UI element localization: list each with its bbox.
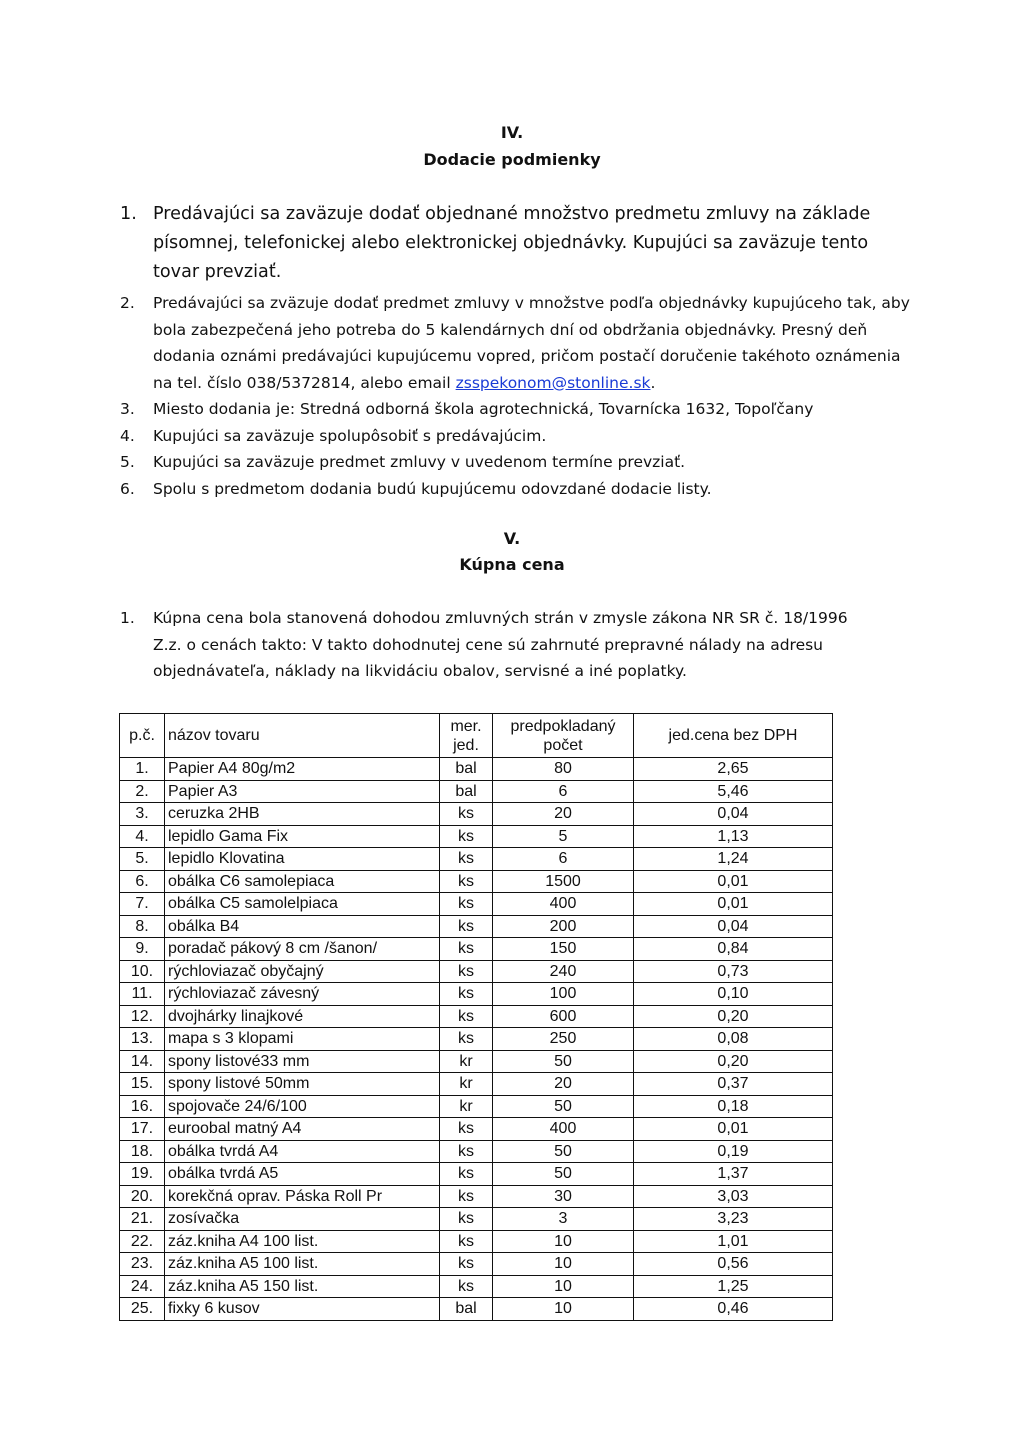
product-name: obálka B4 bbox=[165, 915, 440, 938]
quantity: 50 bbox=[493, 1140, 634, 1163]
quantity: 100 bbox=[493, 983, 634, 1006]
table-row bbox=[120, 1298, 833, 1321]
quantity: 200 bbox=[493, 915, 634, 938]
unit: ks bbox=[440, 1208, 493, 1231]
table-row bbox=[120, 848, 833, 871]
header-unit-line2: jed. bbox=[453, 736, 479, 754]
row-number: 16. bbox=[120, 1095, 165, 1118]
row-number: 1. bbox=[120, 758, 165, 781]
table-row bbox=[120, 938, 833, 961]
row-number: 7. bbox=[120, 893, 165, 916]
unit-price: 1,37 bbox=[634, 1163, 833, 1186]
product-name: rýchloviazač obyčajný bbox=[165, 960, 440, 983]
row-number: 15. bbox=[120, 1073, 165, 1096]
table-header-row bbox=[120, 714, 833, 758]
table-row bbox=[120, 1073, 833, 1096]
unit: ks bbox=[440, 893, 493, 916]
unit: ks bbox=[440, 1163, 493, 1186]
unit-price: 0,46 bbox=[634, 1298, 833, 1321]
unit-price: 0,84 bbox=[634, 938, 833, 961]
unit-price: 0,01 bbox=[634, 1118, 833, 1141]
item-text: Kupujúci sa zaväzuje spolupôsobiť s predávajúcim. bbox=[153, 426, 547, 445]
item-number: 1. bbox=[120, 609, 135, 627]
item-text: Predávajúci sa zaväzuje dodať objednané množstvo predmetu zmluvy na základe písomnej, telefonickej alebo elektronickej objednávky. Kupujúci sa zaväzuje tento tovar prevziať. bbox=[153, 204, 871, 282]
unit-price: 5,46 bbox=[634, 780, 833, 803]
unit: ks bbox=[440, 1275, 493, 1298]
unit: kr bbox=[440, 1073, 493, 1096]
quantity: 250 bbox=[493, 1028, 634, 1051]
quantity: 50 bbox=[493, 1163, 634, 1186]
table-row bbox=[120, 983, 833, 1006]
unit-price: 0,20 bbox=[634, 1050, 833, 1073]
table-row bbox=[120, 1253, 833, 1276]
quantity: 20 bbox=[493, 1073, 634, 1096]
item-text: Miesto dodania je: Stredná odborná škola agrotechnická, Tovarnícka 1632, Topoľčany bbox=[153, 400, 814, 418]
row-number: 25. bbox=[120, 1298, 165, 1321]
goods-table-body bbox=[120, 758, 833, 1321]
row-number: 18. bbox=[120, 1140, 165, 1163]
quantity: 400 bbox=[493, 1118, 634, 1141]
unit: ks bbox=[440, 848, 493, 871]
unit: ks bbox=[440, 1253, 493, 1276]
product-name: obálka C6 samolepiaca bbox=[165, 870, 440, 893]
unit-price: 0,20 bbox=[634, 1005, 833, 1028]
quantity: 10 bbox=[493, 1298, 634, 1321]
unit-price: 0,01 bbox=[634, 893, 833, 916]
row-number: 12. bbox=[120, 1005, 165, 1028]
product-name: Papier A3 bbox=[165, 780, 440, 803]
header-qty bbox=[493, 714, 634, 758]
quantity: 6 bbox=[493, 780, 634, 803]
unit-price: 0,19 bbox=[634, 1140, 833, 1163]
unit: kr bbox=[440, 1095, 493, 1118]
unit: ks bbox=[440, 1140, 493, 1163]
header-name: názov tovaru bbox=[165, 714, 440, 758]
product-name: záz.kniha A5 150 list. bbox=[165, 1275, 440, 1298]
product-name: obálka tvrdá A4 bbox=[165, 1140, 440, 1163]
row-number: 6. bbox=[120, 870, 165, 893]
table-row bbox=[120, 1230, 833, 1253]
table-row bbox=[120, 825, 833, 848]
row-number: 14. bbox=[120, 1050, 165, 1073]
unit-price: 0,56 bbox=[634, 1253, 833, 1276]
row-number: 17. bbox=[120, 1118, 165, 1141]
row-number: 23. bbox=[120, 1253, 165, 1276]
row-number: 19. bbox=[120, 1163, 165, 1186]
quantity: 10 bbox=[493, 1230, 634, 1253]
quantity: 10 bbox=[493, 1275, 634, 1298]
row-number: 20. bbox=[120, 1185, 165, 1208]
unit-price: 0,18 bbox=[634, 1095, 833, 1118]
row-number: 4. bbox=[120, 825, 165, 848]
product-name: dvojhárky linajkové bbox=[165, 1005, 440, 1028]
unit-price: 2,65 bbox=[634, 758, 833, 781]
unit: ks bbox=[440, 825, 493, 848]
quantity: 50 bbox=[493, 1050, 634, 1073]
unit: ks bbox=[440, 1185, 493, 1208]
row-number: 5. bbox=[120, 848, 165, 871]
quantity: 50 bbox=[493, 1095, 634, 1118]
row-number: 8. bbox=[120, 915, 165, 938]
row-number: 9. bbox=[120, 938, 165, 961]
unit-price: 1,24 bbox=[634, 848, 833, 871]
item-number: 4. bbox=[120, 426, 135, 445]
unit: ks bbox=[440, 870, 493, 893]
header-qty-line2: počet bbox=[543, 736, 583, 754]
quantity: 10 bbox=[493, 1253, 634, 1276]
product-name: euroobal matný A4 bbox=[165, 1118, 440, 1141]
unit-price: 0,04 bbox=[634, 915, 833, 938]
unit-price: 3,03 bbox=[634, 1185, 833, 1208]
table-row bbox=[120, 758, 833, 781]
header-qty-line1: predpokladaný bbox=[510, 717, 616, 735]
product-name: ceruzka 2HB bbox=[165, 803, 440, 826]
list-item bbox=[120, 449, 910, 476]
unit-price: 0,10 bbox=[634, 983, 833, 1006]
unit: ks bbox=[440, 1005, 493, 1028]
row-number: 3. bbox=[120, 803, 165, 826]
product-name: spojovače 24/6/100 bbox=[165, 1095, 440, 1118]
quantity: 240 bbox=[493, 960, 634, 983]
header-unit-line1: mer. bbox=[450, 717, 482, 735]
product-name: obálka tvrdá A5 bbox=[165, 1163, 440, 1186]
unit: bal bbox=[440, 1298, 493, 1321]
quantity: 150 bbox=[493, 938, 634, 961]
product-name: korekčná oprav. Páska Roll Pr bbox=[165, 1185, 440, 1208]
table-row bbox=[120, 1095, 833, 1118]
row-number: 22. bbox=[120, 1230, 165, 1253]
quantity: 600 bbox=[493, 1005, 634, 1028]
unit: ks bbox=[440, 983, 493, 1006]
list-item bbox=[120, 396, 910, 423]
header-price: jed.cena bez DPH bbox=[634, 714, 833, 758]
table-row bbox=[120, 780, 833, 803]
unit: ks bbox=[440, 803, 493, 826]
table-row bbox=[120, 803, 833, 826]
goods-table bbox=[119, 713, 833, 1321]
unit-price: 0,04 bbox=[634, 803, 833, 826]
table-row bbox=[120, 915, 833, 938]
list-item bbox=[120, 423, 910, 450]
unit: bal bbox=[440, 758, 493, 781]
quantity: 1500 bbox=[493, 870, 634, 893]
product-name: mapa s 3 klopami bbox=[165, 1028, 440, 1051]
item-number: 5. bbox=[120, 453, 135, 471]
unit-price: 1,13 bbox=[634, 825, 833, 848]
unit-price: 0,37 bbox=[634, 1073, 833, 1096]
table-row bbox=[120, 1050, 833, 1073]
product-name: spony listové 50mm bbox=[165, 1073, 440, 1096]
product-name: lepidlo Klovatina bbox=[165, 848, 440, 871]
item-number: 1. bbox=[120, 204, 137, 224]
table-row bbox=[120, 1208, 833, 1231]
unit: ks bbox=[440, 938, 493, 961]
product-name: lepidlo Gama Fix bbox=[165, 825, 440, 848]
section-4-title: Dodacie podmienky bbox=[423, 150, 601, 169]
item-number: 2. bbox=[120, 294, 135, 312]
product-name: záz.kniha A5 100 list. bbox=[165, 1253, 440, 1276]
table-row bbox=[120, 893, 833, 916]
unit: ks bbox=[440, 915, 493, 938]
list-item bbox=[120, 200, 910, 287]
table-row bbox=[120, 1275, 833, 1298]
quantity: 6 bbox=[493, 848, 634, 871]
table-row bbox=[120, 1185, 833, 1208]
quantity: 400 bbox=[493, 893, 634, 916]
table-row bbox=[120, 870, 833, 893]
item-number: 3. bbox=[120, 400, 135, 418]
quantity: 80 bbox=[493, 758, 634, 781]
row-number: 13. bbox=[120, 1028, 165, 1051]
product-name: rýchloviazač závesný bbox=[165, 983, 440, 1006]
row-number: 10. bbox=[120, 960, 165, 983]
row-number: 21. bbox=[120, 1208, 165, 1231]
item-text: Spolu s predmetom dodania budú kupujúcemu odovzdané dodacie listy. bbox=[153, 479, 712, 498]
item-text: Kúpna cena bola stanovená dohodou zmluvných strán v zmysle zákona NR SR č. 18/1996 Z.z. o cenách takto: V takto dohodnutej cene sú zahrnuté prepravné nálady na adresu objednávateľa, náklady na likvidáciu obalov, servisné a iné poplatky. bbox=[153, 609, 848, 680]
list-item bbox=[120, 290, 910, 396]
unit-price: 0,08 bbox=[634, 1028, 833, 1051]
unit-price: 0,73 bbox=[634, 960, 833, 983]
table-row bbox=[120, 960, 833, 983]
section-5-title: Kúpna cena bbox=[459, 555, 565, 574]
product-name: fixky 6 kusov bbox=[165, 1298, 440, 1321]
product-name: Papier A4 80g/m2 bbox=[165, 758, 440, 781]
quantity: 5 bbox=[493, 825, 634, 848]
row-number: 2. bbox=[120, 780, 165, 803]
item-text-end: . bbox=[650, 373, 656, 392]
item-text: Kupujúci sa zaväzuje predmet zmluvy v uvedenom termíne prevziať. bbox=[153, 453, 686, 471]
section-4-numeral: IV. bbox=[500, 123, 524, 142]
quantity: 3 bbox=[493, 1208, 634, 1231]
header-pc: p.č. bbox=[120, 714, 165, 758]
table-row bbox=[120, 1028, 833, 1051]
product-name: záz.kniha A4 100 list. bbox=[165, 1230, 440, 1253]
list-item bbox=[120, 605, 880, 685]
unit: bal bbox=[440, 780, 493, 803]
unit: ks bbox=[440, 1230, 493, 1253]
price-list bbox=[120, 605, 880, 685]
product-name: spony listové33 mm bbox=[165, 1050, 440, 1073]
product-name: poradač pákový 8 cm /šanon/ bbox=[165, 938, 440, 961]
product-name: zosívačka bbox=[165, 1208, 440, 1231]
header-unit bbox=[440, 714, 493, 758]
unit: ks bbox=[440, 1118, 493, 1141]
unit-price: 0,01 bbox=[634, 870, 833, 893]
list-item bbox=[120, 476, 910, 503]
item-number: 6. bbox=[120, 479, 135, 498]
row-number: 11. bbox=[120, 983, 165, 1006]
section-5-numeral: V. bbox=[503, 529, 521, 548]
email-link[interactable]: zsspekonom@stonline.sk bbox=[455, 373, 651, 392]
table-row bbox=[120, 1163, 833, 1186]
unit-price: 1,01 bbox=[634, 1230, 833, 1253]
unit: ks bbox=[440, 960, 493, 983]
unit-price: 3,23 bbox=[634, 1208, 833, 1231]
unit: kr bbox=[440, 1050, 493, 1073]
row-number: 24. bbox=[120, 1275, 165, 1298]
unit-price: 1,25 bbox=[634, 1275, 833, 1298]
product-name: obálka C5 samolelpiaca bbox=[165, 893, 440, 916]
delivery-conditions-list bbox=[120, 200, 910, 502]
table-row bbox=[120, 1140, 833, 1163]
item-text: Predávajúci sa zväzuje dodať predmet zmluvy v množstve podľa objednávky kupujúceho tak, aby bola zabezpečená jeho potreba do 5 kalendárnych dní od obdržania objednávky. Presný deň dodania oznámi predávajúci kupujúcemu vopred, pričom postačí doručenie takéhoto oznámenia na tel. číslo 038/5372814, alebo email bbox=[153, 294, 910, 392]
quantity: 20 bbox=[493, 803, 634, 826]
table-row bbox=[120, 1005, 833, 1028]
quantity: 30 bbox=[493, 1185, 634, 1208]
unit: ks bbox=[440, 1028, 493, 1051]
table-row bbox=[120, 1118, 833, 1141]
